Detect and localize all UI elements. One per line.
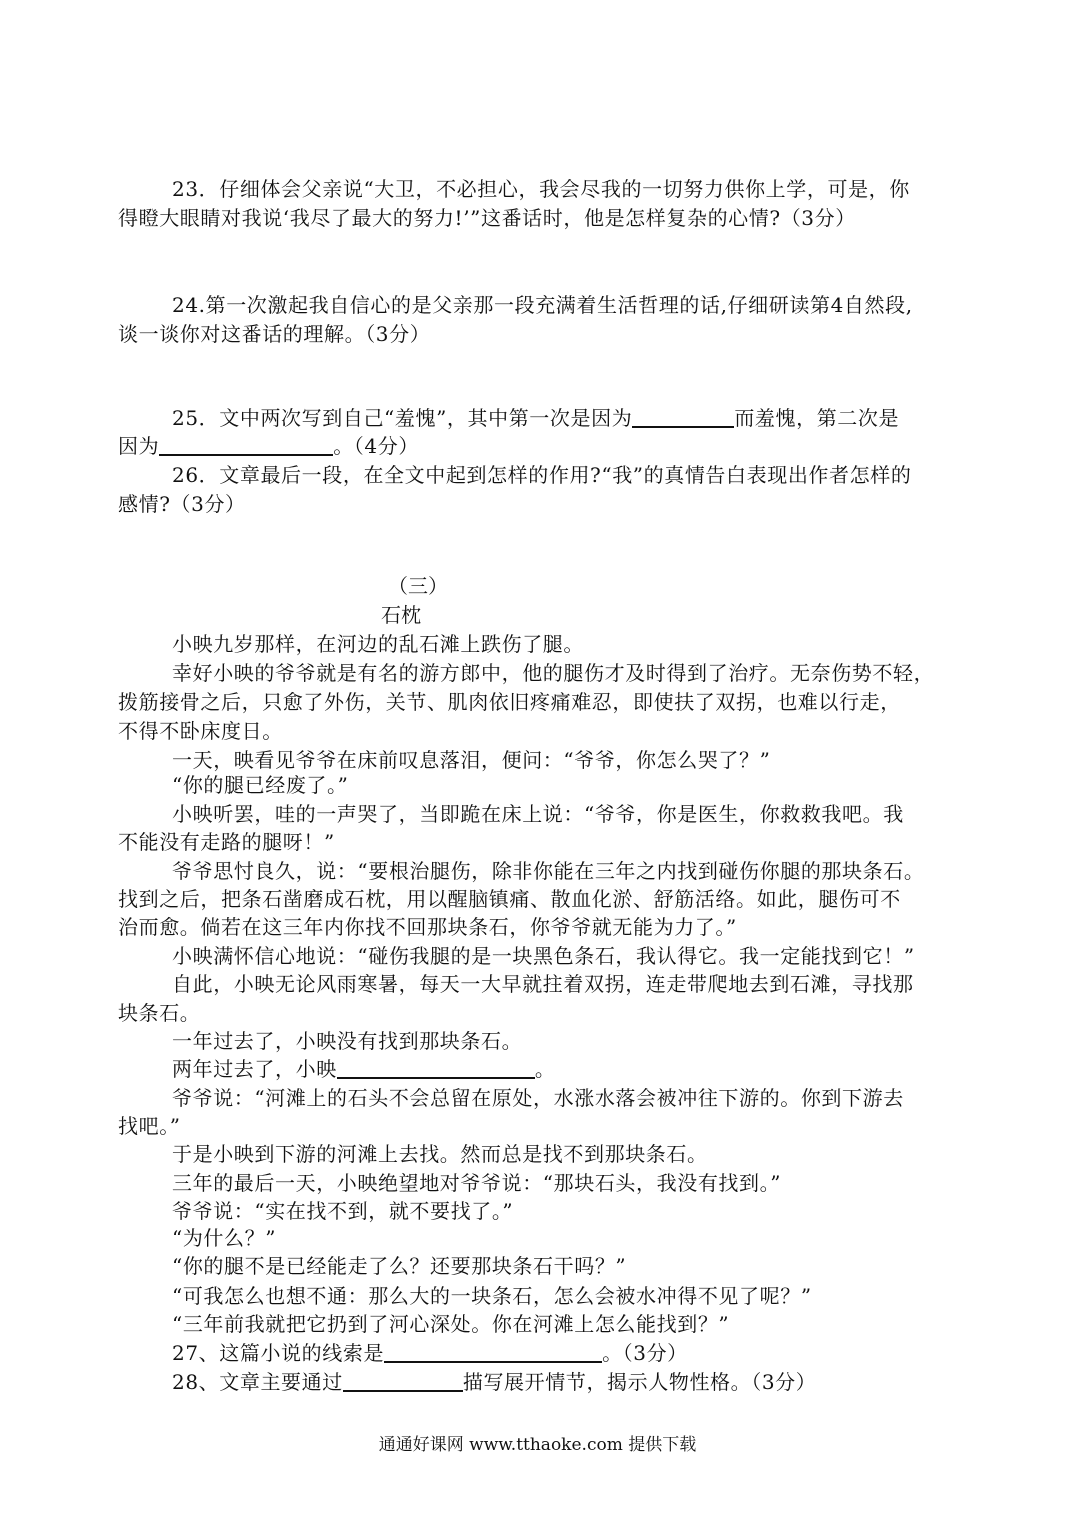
q27-text-b: 。（3分） [602, 1341, 688, 1365]
story-paragraph: “可我怎么也想不通：那么大的一块条石，怎么会被水冲得不见了呢？” [172, 1284, 812, 1308]
q25-blank-1[interactable] [632, 406, 734, 428]
q28-blank[interactable] [343, 1370, 463, 1392]
story-paragraph-blank [172, 1055, 555, 1084]
story-paragraph: 小映九岁那样，在河边的乱石滩上跌伤了腿。 [172, 632, 584, 656]
q25-line2-text-a: 因为 [118, 434, 160, 458]
q26-line1: 26．文章最后一段，在全文中起到怎样的作用?“我”的真情告白表现出作者怎样的 [172, 463, 912, 487]
q28-line [172, 1368, 816, 1397]
story-text: 。 [534, 1057, 556, 1081]
q28-text-b: 描写展开情节，揭示人物性格。（3分） [462, 1370, 817, 1394]
q27-text-a: 27、这篇小说的线索是 [172, 1341, 385, 1365]
story-line: 不得不卧床度日。 [118, 719, 283, 743]
story-paragraph: “为什么？” [172, 1226, 277, 1250]
story-line: 找吧。” [118, 1114, 181, 1138]
story-paragraph: 于是小映到下游的河滩上去找。然而总是找不到那块条石。 [172, 1142, 708, 1166]
q23-line2: 得瞪大眼睛对我说‘我尽了最大的努力!’”这番话时，他是怎样复杂的心情?（3分） [118, 206, 856, 230]
section-title: 石枕 [381, 603, 421, 627]
q27-line [172, 1339, 688, 1368]
story-line: 找到之后，把条石凿磨成石枕，用以醒脑镇痛、散血化淤、舒筋活络。如此，腿伤可不 [118, 887, 901, 911]
story-line: 块条石。 [118, 1001, 201, 1025]
q25-line2-text-b: 。（4分） [333, 434, 419, 458]
story-paragraph: 爷爷说：“河滩上的石头不会总留在原处，水涨水落会被冲往下游的。你到下游去 [172, 1086, 904, 1110]
story-paragraph: 小映听罢，哇的一声哭了，当即跪在床上说：“爷爷，你是医生，你救救我吧。我 [172, 802, 904, 826]
story-line: 治而愈。倘若在这三年内你找不回那块条石，你爷爷就无能为力了。” [118, 915, 737, 939]
section-number: （三） [388, 574, 448, 598]
story-paragraph: “三年前我就把它扔到了河心深处。你在河滩上怎么能找到？” [172, 1312, 730, 1336]
story-paragraph: 爷爷说：“实在找不到，就不要找了。” [172, 1199, 514, 1223]
story-paragraph: 三年的最后一天，小映绝望地对爷爷说：“那块石头，我没有找到。” [172, 1171, 782, 1195]
story-paragraph: “你的腿已经废了。” [172, 773, 349, 797]
story-blank[interactable] [337, 1057, 535, 1079]
q25-line1-text-a: 25．文中两次写到自己“羞愧”，其中第一次是因为 [172, 406, 633, 430]
story-text: 两年过去了，小映 [172, 1057, 337, 1081]
q26-line2: 感情?（3分） [118, 492, 246, 516]
page-footer: 通通好课网 www.tthaoke.com 提供下载 [378, 1435, 697, 1455]
story-paragraph: 爷爷思忖良久，说：“要根治腿伤，除非你能在三年之内找到碰伤你腿的那块条石。 [172, 859, 925, 883]
q28-text-a: 28、文章主要通过 [172, 1370, 343, 1394]
story-paragraph: 自此，小映无论风雨寒暑，每天一大早就拄着双拐，连走带爬地去到石滩，寻找那 [172, 972, 914, 996]
story-paragraph: “你的腿不是已经能走了么？还要那块条石干吗？” [172, 1254, 627, 1278]
story-paragraph: 一年过去了，小映没有找到那块条石。 [172, 1029, 523, 1053]
q25-line1 [172, 404, 899, 433]
q24-line2: 谈一谈你对这番话的理解。（3分） [118, 322, 431, 346]
q24-line1: 24.第一次激起我自信心的是父亲那一段充满着生活哲理的话,仔细研读第4自然段, [172, 293, 913, 317]
q25-line2 [118, 432, 419, 461]
story-paragraph: 幸好小映的爷爷就是有名的游方郎中，他的腿伤才及时得到了治疗。无奈伤势不轻， [172, 661, 935, 685]
q23-line1: 23．仔细体会父亲说“大卫，不必担心，我会尽我的一切努力供你上学，可是，你 [172, 177, 910, 201]
story-paragraph: 一天，映看见爷爷在床前叹息落泪，便问：“爷爷，你怎么哭了？” [172, 748, 771, 772]
story-paragraph: 小映满怀信心地说：“碰伤我腿的是一块黑色条石，我认得它。我一定能找到它！” [172, 944, 915, 968]
q27-blank[interactable] [384, 1341, 602, 1363]
story-line: 拨筋接骨之后，只愈了外伤，关节、肌肉依旧疼痛难忍，即使扶了双拐，也难以行走， [118, 690, 901, 714]
story-line: 不能没有走路的腿呀！” [118, 830, 335, 854]
q25-blank-2[interactable] [159, 434, 333, 456]
q25-line1-text-b: 而羞愧，第二次是 [734, 406, 900, 430]
